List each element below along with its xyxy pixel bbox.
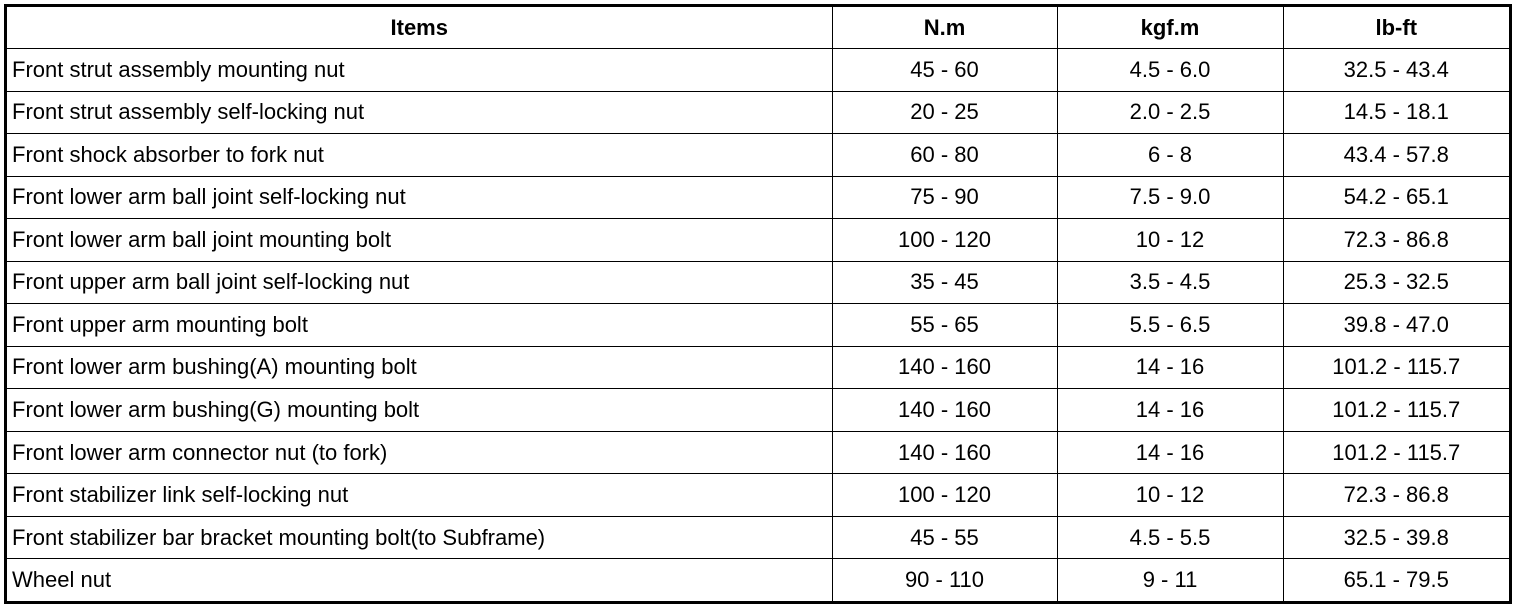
item-name-cell: Front upper arm mounting bolt [7,304,832,347]
item-name-cell: Wheel nut [7,559,832,601]
torque-kgfm-cell: 14 - 16 [1057,389,1283,432]
table-row [7,49,1509,92]
torque-lbft-cell: 32.5 - 43.4 [1283,49,1509,92]
torque-kgfm-cell: 14 - 16 [1057,346,1283,389]
item-name-cell: Front stabilizer link self-locking nut [7,474,832,517]
torque-lbft-cell: 43.4 - 57.8 [1283,134,1509,177]
torque-kgfm-cell: 6 - 8 [1057,134,1283,177]
torque-kgfm-cell: 2.0 - 2.5 [1057,91,1283,134]
torque-nm-cell: 140 - 160 [832,431,1057,474]
header-items: Items [7,7,832,49]
item-name-cell: Front upper arm ball joint self-locking nut [7,261,832,304]
item-name-cell: Front stabilizer bar bracket mounting bolt(to Subframe) [7,516,832,559]
torque-nm-cell: 45 - 55 [832,516,1057,559]
torque-kgfm-cell: 4.5 - 6.0 [1057,49,1283,92]
item-name-cell: Front strut assembly self-locking nut [7,91,832,134]
torque-nm-cell: 20 - 25 [832,91,1057,134]
item-name-cell: Front lower arm ball joint mounting bolt [7,219,832,262]
torque-nm-cell: 90 - 110 [832,559,1057,601]
torque-lbft-cell: 72.3 - 86.8 [1283,474,1509,517]
table-row [7,219,1509,262]
item-name-cell: Front lower arm bushing(A) mounting bolt [7,346,832,389]
torque-lbft-cell: 72.3 - 86.8 [1283,219,1509,262]
header-nm: N.m [832,7,1057,49]
table-row [7,304,1509,347]
header-kgfm: kgf.m [1057,7,1283,49]
torque-lbft-cell: 32.5 - 39.8 [1283,516,1509,559]
torque-lbft-cell: 14.5 - 18.1 [1283,91,1509,134]
torque-kgfm-cell: 10 - 12 [1057,219,1283,262]
item-name-cell: Front lower arm connector nut (to fork) [7,431,832,474]
torque-kgfm-cell: 9 - 11 [1057,559,1283,601]
torque-nm-cell: 60 - 80 [832,134,1057,177]
header-lbft: lb-ft [1283,7,1509,49]
torque-spec-table [7,7,1509,601]
torque-nm-cell: 75 - 90 [832,176,1057,219]
torque-lbft-cell: 101.2 - 115.7 [1283,431,1509,474]
table-row [7,134,1509,177]
table-row [7,431,1509,474]
torque-kgfm-cell: 7.5 - 9.0 [1057,176,1283,219]
torque-kgfm-cell: 10 - 12 [1057,474,1283,517]
table-header-row [7,7,1509,49]
table-row [7,261,1509,304]
torque-kgfm-cell: 4.5 - 5.5 [1057,516,1283,559]
torque-lbft-cell: 101.2 - 115.7 [1283,389,1509,432]
torque-spec-table-frame [4,4,1512,604]
torque-nm-cell: 35 - 45 [832,261,1057,304]
torque-nm-cell: 140 - 160 [832,389,1057,432]
item-name-cell: Front lower arm bushing(G) mounting bolt [7,389,832,432]
torque-nm-cell: 100 - 120 [832,219,1057,262]
table-row [7,176,1509,219]
torque-nm-cell: 100 - 120 [832,474,1057,517]
torque-kgfm-cell: 3.5 - 4.5 [1057,261,1283,304]
table-body [7,49,1509,602]
table-row [7,389,1509,432]
table-row [7,91,1509,134]
torque-lbft-cell: 101.2 - 115.7 [1283,346,1509,389]
torque-kgfm-cell: 5.5 - 6.5 [1057,304,1283,347]
torque-nm-cell: 45 - 60 [832,49,1057,92]
table-row [7,346,1509,389]
item-name-cell: Front shock absorber to fork nut [7,134,832,177]
item-name-cell: Front lower arm ball joint self-locking nut [7,176,832,219]
torque-lbft-cell: 25.3 - 32.5 [1283,261,1509,304]
table-row [7,474,1509,517]
torque-kgfm-cell: 14 - 16 [1057,431,1283,474]
item-name-cell: Front strut assembly mounting nut [7,49,832,92]
torque-nm-cell: 140 - 160 [832,346,1057,389]
torque-lbft-cell: 54.2 - 65.1 [1283,176,1509,219]
torque-lbft-cell: 39.8 - 47.0 [1283,304,1509,347]
torque-nm-cell: 55 - 65 [832,304,1057,347]
torque-lbft-cell: 65.1 - 79.5 [1283,559,1509,601]
table-row [7,516,1509,559]
table-row [7,559,1509,601]
